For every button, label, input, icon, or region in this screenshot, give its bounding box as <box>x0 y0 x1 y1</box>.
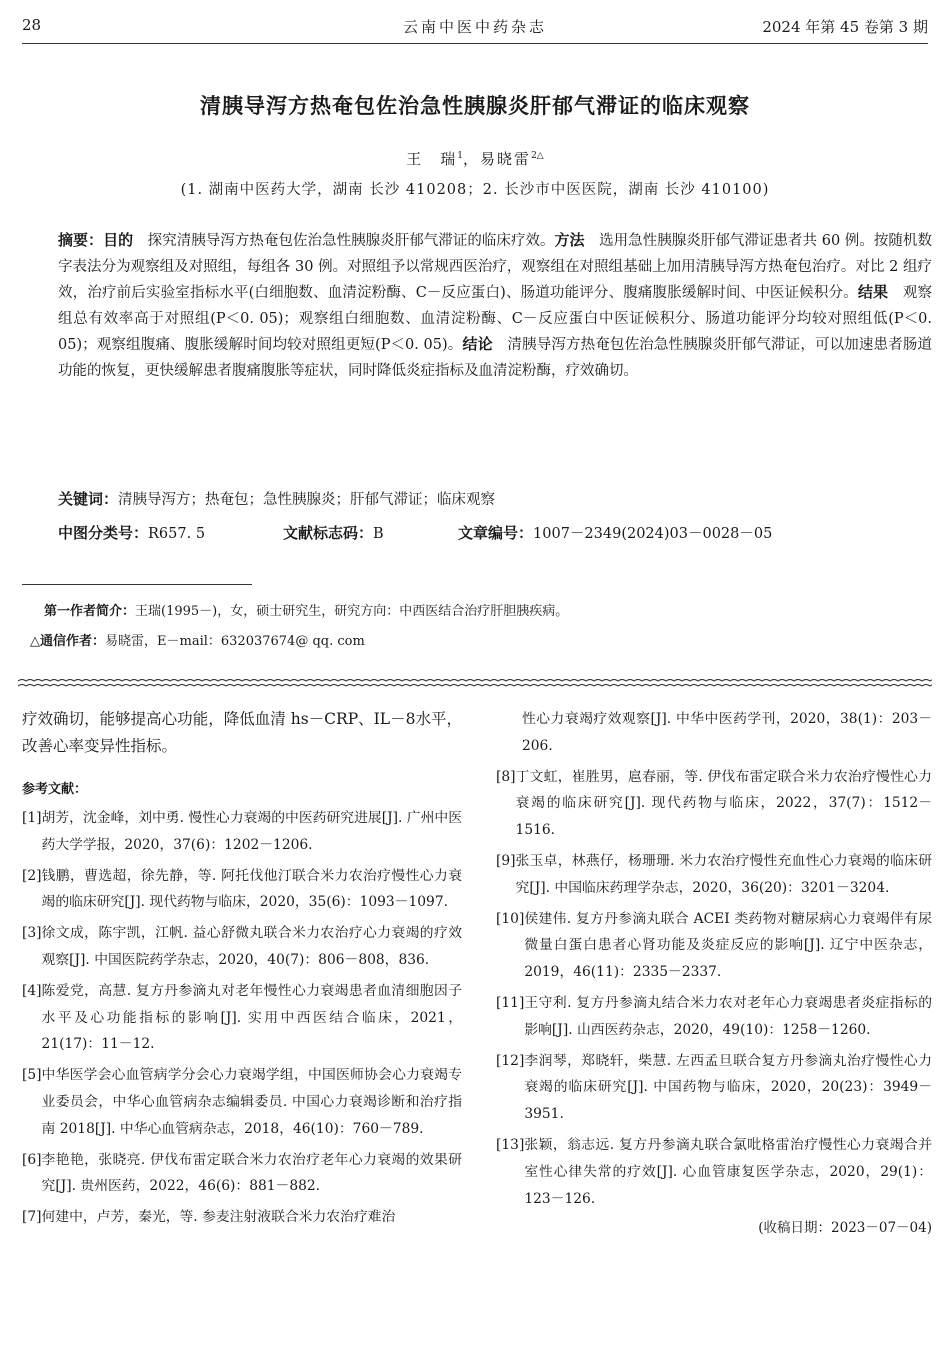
reference-number: [7] <box>22 1209 42 1226</box>
reference-number: [10] <box>496 910 525 927</box>
author-separator: ， <box>463 150 481 168</box>
reference-text: 丁文虹，崔胜男，扈春丽，等. 伊伐布雷定联合米力农治疗慢性心力衰竭的临床研究[J]. 现代药物与临床，2022，37(7)：1512－1516. <box>515 768 932 839</box>
article-no-value: 1007－2349(2024)03－0028－05 <box>533 526 773 542</box>
reference-continued <box>496 706 932 760</box>
reference-number: [3] <box>22 925 42 942</box>
reference-text: 中华医学会心血管病学分会心力衰竭学组，中国医师协会心力衰竭专业委员会，中华心血管病杂志编辑委员. 中国心力衰竭诊断和治疗指南 2018[J]. 中华心血管病杂志，2018，46(10)：760－789. <box>41 1067 462 1137</box>
reference-item <box>496 1048 932 1128</box>
reference-item <box>22 805 462 859</box>
clc-label: 中图分类号： <box>58 524 149 542</box>
reference-text: 张玉卓，林燕仔，杨珊珊. 米力农治疗慢性充血性心力衰竭的临床研究[J]. 中国临床药理学杂志，2020，36(20)：3201－3204. <box>515 852 932 896</box>
corresponding-label: △通信作者： <box>30 634 105 649</box>
doc-code-value: B <box>373 526 384 542</box>
results-label: 结果 <box>857 283 889 302</box>
author-2-affil: 2△ <box>531 151 544 161</box>
reference-number: [4] <box>22 982 42 999</box>
clc-value: R657. 5 <box>148 526 206 542</box>
reference-item <box>496 764 932 844</box>
corresponding-text: 易晓雷，E－mail：632037674@ qq. com <box>105 634 365 649</box>
author-2: 易晓雷 <box>480 150 532 168</box>
keywords <box>58 488 495 509</box>
continued-body-text: 疗效确切，能够提高心功能，降低血清 hs－CRP、IL－8水平，改善心率变异性指标。 <box>22 710 462 755</box>
left-column <box>22 706 462 1235</box>
reference-number: [13] <box>496 1136 525 1153</box>
reference-text: 陈爱党，高慧. 复方丹参滴丸对老年慢性心力衰竭患者血清细胞因子水平及心功能指标的影响[J]. 实用中西医结合临床，2021，21(17)：11－12. <box>41 982 462 1053</box>
first-author-text: 王瑞(1995－)，女，硕士研究生，研究方向：中西医结合治疗肝胆胰疾病。 <box>135 604 569 619</box>
reference-number: [6] <box>22 1151 42 1168</box>
reference-text: 钱鹏，曹选超，徐先静，等. 阿托伐他汀联合米力农治疗慢性心力衰竭的临床研究[J]. 现代药物与临床，2020，35(6)：1093－1097. <box>41 867 462 911</box>
article-no-label: 文章编号： <box>458 524 534 542</box>
reference-item <box>496 990 932 1044</box>
wavy-divider <box>18 676 932 690</box>
reference-text: 性心力衰竭疗效观察[J]. 中华中医药学刊，2020，38(1)：203－206. <box>522 711 932 754</box>
reference-text: 侯建伟. 复方丹参滴丸联合 ACEI 类药物对糖尿病心力衰竭伴有尿微量白蛋白患者心肾功能及炎症反应的影响[J]. 辽宁中医杂志，2019，46(11)：2335－2337. <box>524 910 932 981</box>
article-title: 清胰导泻方热奄包佐治急性胰腺炎肝郁气滞证的临床观察 <box>200 94 750 118</box>
corresponding-author-note <box>30 630 365 649</box>
keywords-text: 清胰导泻方；热奄包；急性胰腺炎；肝郁气滞证；临床观察 <box>118 492 496 508</box>
reference-text: 张颖，翁志远. 复方丹参滴丸联合氯吡格雷治疗慢性心力衰竭合并室性心律失常的疗效[J]. 心血管康复医学杂志，2020，29(1)：123－126. <box>524 1136 932 1207</box>
purpose-text: 探究清胰导泻方热奄包佐治急性胰腺炎肝郁气滞证的临床疗效。 <box>133 233 555 249</box>
author-1-affil: 1 <box>457 151 464 161</box>
doc-code-label: 文献标志码： <box>283 524 374 542</box>
reference-item <box>22 1147 462 1201</box>
reference-item <box>22 863 462 917</box>
author-1: 王 瑞 <box>406 150 458 168</box>
reference-number: [12] <box>496 1052 525 1069</box>
reference-number: [9] <box>496 852 516 869</box>
reference-item <box>496 1132 932 1212</box>
references-list-right <box>496 764 932 1213</box>
reference-number: [5] <box>22 1067 42 1084</box>
reference-text: 李艳艳，张晓亮. 伊伐布雷定联合米力农治疗老年心力衰竭的效果研究[J]. 贵州医药，2022，46(6)：881－882. <box>41 1151 462 1195</box>
reference-text: 李润琴，郑晓轩，柴慧. 左西孟旦联合复方丹参滴丸治疗慢性心力衰竭的临床研究[J]. 中国药物与临床，2020，20(23)：3949－3951. <box>524 1052 932 1123</box>
issue-info: 2024 年第 45 卷第 3 期 <box>762 18 928 36</box>
abstract-label: 摘要： <box>58 231 104 249</box>
reference-item <box>22 1062 462 1142</box>
running-header <box>22 14 928 44</box>
references-list-left <box>22 805 462 1231</box>
received-date: (收稿日期：2023－07－04) <box>758 1220 932 1237</box>
abstract <box>20 228 932 385</box>
keywords-label: 关键词： <box>58 490 119 508</box>
journal-name: 云南中医中药杂志 <box>402 18 547 36</box>
reference-text: 胡芳，沈金峰，刘中勇. 慢性心力衰竭的中医药研究进展[J]. 广州中医药大学学报，2020，37(6)：1202－1206. <box>41 810 462 853</box>
footnote-rule <box>22 584 252 585</box>
reference-item <box>496 848 932 902</box>
reference-number: [2] <box>22 867 42 884</box>
reference-item <box>496 906 932 986</box>
reference-number: [11] <box>496 994 525 1011</box>
reference-item <box>22 1204 462 1231</box>
reference-item <box>22 920 462 974</box>
results-text: 观察组总有效率高于对照组(P＜0. 05)；观察组白细胞数、血清淀粉酶、C－反应蛋白中医证候积分、肠道功能评分均较对照组低(P＜0. 05)；观察组腹痛、腹胀缓解时间均较对照组更短(P＜0. 05)。 <box>58 285 932 354</box>
reference-text: 何建中，卢芳，秦光，等. 参麦注射液联合米力农治疗难治 <box>41 1209 396 1226</box>
page-number: 28 <box>22 16 42 34</box>
reference-number: [1] <box>22 810 42 826</box>
reference-text: 徐文成，陈宇凯，江帆. 益心舒微丸联合米力农治疗心力衰竭的疗效观察[J]. 中国医院药学杂志，2020，40(7)：806－808，836. <box>41 925 462 968</box>
first-author-note <box>44 600 568 619</box>
authors <box>0 148 950 169</box>
conclusion-text: 清胰导泻方热奄包佐治急性胰腺炎肝郁气滞证，可以加速患者肠道功能的恢复，更快缓解患者腹痛腹胀等症状，同时降低炎症指标及血清淀粉酶，疗效确切。 <box>58 337 932 379</box>
first-author-label: 第一作者简介： <box>44 604 136 619</box>
classification-line <box>58 522 918 543</box>
reference-text: 王守利. 复方丹参滴丸结合米力农对老年心力衰竭患者炎症指标的影响[J]. 山西医药杂志，2020，49(10)：1258－1260. <box>524 994 932 1038</box>
methods-label: 方法 <box>554 231 585 249</box>
references-heading: 参考文献： <box>22 782 88 797</box>
reference-item <box>22 978 462 1058</box>
purpose-label: 目的 <box>103 231 134 249</box>
right-column <box>496 706 932 1236</box>
methods-text: 选用急性胰腺炎肝郁气滞证患者共 60 例。按随机数字表法分为观察组及对照组，每组各 30 例。对照组予以常规西医治疗，观察组在对照组基础上加用清胰导泻方热奄包治疗。对比 2 组疗效，治疗前后实验室指标水平(白细胞数、血清淀粉酶、C－反应蛋白)、肠道功能评分、腹痛腹胀缓解时间、中医证候积分。 <box>58 233 932 302</box>
conclusion-label: 结论 <box>462 335 493 354</box>
reference-number: [8] <box>496 768 516 785</box>
affiliations: (1. 湖南中医药大学，湖南 长沙 410208；2. 长沙市中医医院，湖南 长沙 410100) <box>180 182 770 198</box>
